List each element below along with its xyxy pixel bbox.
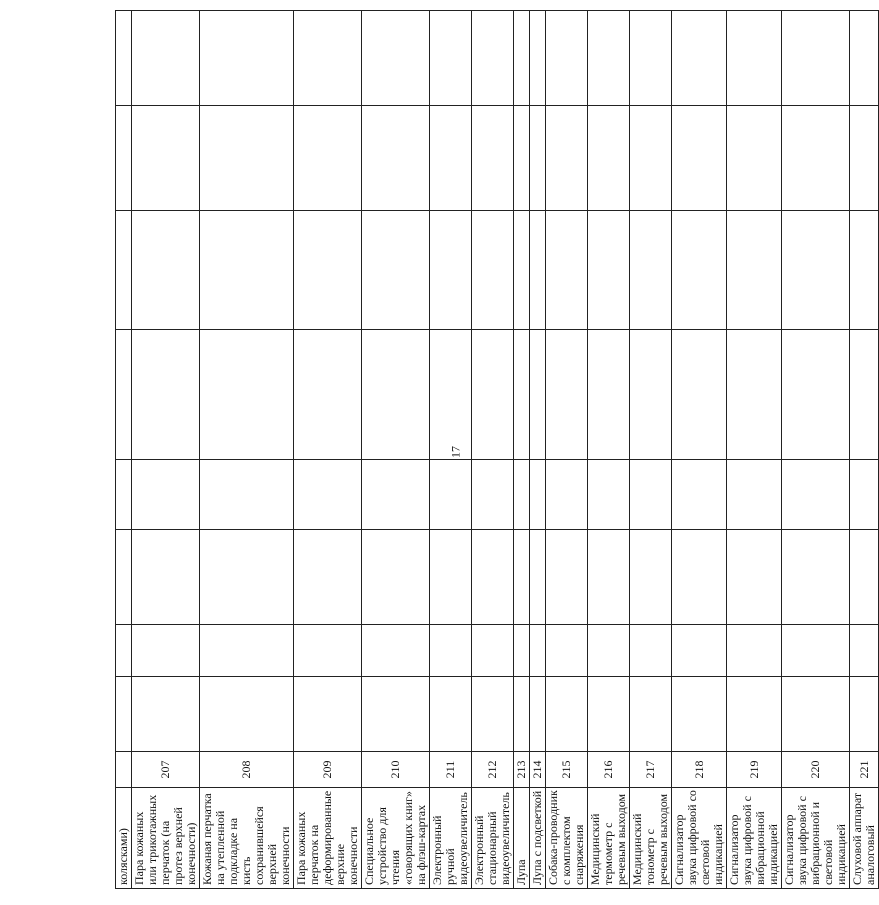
empty-cell (200, 530, 294, 625)
empty-cell (588, 460, 630, 530)
empty-cell (727, 330, 782, 460)
empty-cell (430, 11, 472, 106)
empty-cell (294, 460, 362, 530)
empty-cell (588, 11, 630, 106)
empty-cell (782, 677, 850, 752)
empty-cell (514, 460, 530, 530)
empty-cell (514, 106, 530, 211)
empty-cell (530, 677, 546, 752)
empty-cell (850, 677, 879, 752)
item-name-cell: Специальное устройство для чтения «говорящих книг» на флэш-картах (362, 788, 430, 889)
item-code-cell: 207 (132, 752, 200, 788)
empty-cell (514, 625, 530, 677)
empty-cell (727, 530, 782, 625)
empty-cell (727, 460, 782, 530)
table-row (850, 11, 879, 889)
item-code-cell: 214 (530, 752, 546, 788)
empty-cell (472, 677, 514, 752)
table-row (362, 11, 430, 889)
empty-cell (727, 677, 782, 752)
empty-cell (116, 211, 132, 330)
empty-cell (850, 625, 879, 677)
item-code-cell (116, 752, 132, 788)
empty-cell (782, 330, 850, 460)
item-code-cell: 209 (294, 752, 362, 788)
empty-cell (132, 530, 200, 625)
item-code-cell: 221 (850, 752, 879, 788)
empty-cell (850, 211, 879, 330)
item-name-cell: Собака-проводник с комплектом снаряжения (546, 788, 588, 889)
empty-cell (362, 211, 430, 330)
empty-cell (294, 11, 362, 106)
page-number: 17 (448, 446, 463, 458)
empty-cell (630, 530, 672, 625)
empty-cell (362, 11, 430, 106)
empty-cell (362, 330, 430, 460)
item-name-cell: Лупа (514, 788, 530, 889)
table-row (630, 11, 672, 889)
empty-cell (200, 106, 294, 211)
empty-cell (430, 625, 472, 677)
empty-cell (782, 11, 850, 106)
empty-cell (546, 106, 588, 211)
empty-cell (132, 677, 200, 752)
empty-cell (588, 530, 630, 625)
item-code-cell: 218 (672, 752, 727, 788)
empty-cell (588, 625, 630, 677)
empty-cell (530, 530, 546, 625)
empty-cell (850, 460, 879, 530)
item-name-cell: Электронный стационарный видеоувеличитель (472, 788, 514, 889)
empty-cell (672, 330, 727, 460)
table-row (430, 11, 472, 889)
empty-cell (132, 211, 200, 330)
empty-cell (430, 330, 472, 460)
empty-cell (782, 211, 850, 330)
item-code-cell: 208 (200, 752, 294, 788)
empty-cell (672, 211, 727, 330)
empty-cell (132, 330, 200, 460)
empty-cell (727, 625, 782, 677)
table-row (588, 11, 630, 889)
empty-cell (362, 677, 430, 752)
empty-cell (362, 530, 430, 625)
empty-cell (546, 211, 588, 330)
table-row (546, 11, 588, 889)
item-code-cell: 210 (362, 752, 430, 788)
empty-cell (472, 106, 514, 211)
empty-cell (782, 530, 850, 625)
empty-cell (294, 677, 362, 752)
empty-cell (530, 330, 546, 460)
empty-cell (472, 211, 514, 330)
table-row (116, 11, 132, 889)
empty-cell (116, 460, 132, 530)
empty-cell (514, 530, 530, 625)
empty-cell (782, 625, 850, 677)
empty-cell (672, 530, 727, 625)
empty-cell (472, 11, 514, 106)
empty-cell (200, 625, 294, 677)
table-container (115, 11, 877, 889)
empty-cell (294, 106, 362, 211)
empty-cell (200, 330, 294, 460)
empty-cell (472, 625, 514, 677)
item-code-cell: 211 (430, 752, 472, 788)
item-code-cell: 212 (472, 752, 514, 788)
empty-cell (782, 460, 850, 530)
table-row (672, 11, 727, 889)
empty-cell (116, 106, 132, 211)
empty-cell (514, 211, 530, 330)
empty-cell (294, 330, 362, 460)
table-body (116, 11, 879, 889)
empty-cell (530, 211, 546, 330)
empty-cell (294, 211, 362, 330)
empty-cell (132, 625, 200, 677)
item-name-cell: Лупа с подсветкой (530, 788, 546, 889)
table-row (727, 11, 782, 889)
empty-cell (546, 460, 588, 530)
empty-cell (672, 11, 727, 106)
empty-cell (630, 211, 672, 330)
table-row (132, 11, 200, 889)
empty-cell (514, 330, 530, 460)
table-row (782, 11, 850, 889)
item-name-cell: Электронный ручной видеоувеличитель (430, 788, 472, 889)
item-code-cell: 217 (630, 752, 672, 788)
empty-cell (546, 625, 588, 677)
item-name-cell: Медицинский тонометр с речевым выходом (630, 788, 672, 889)
empty-cell (514, 677, 530, 752)
empty-cell (362, 625, 430, 677)
empty-cell (672, 677, 727, 752)
empty-cell (294, 625, 362, 677)
empty-cell (362, 460, 430, 530)
empty-cell (200, 11, 294, 106)
empty-cell (672, 106, 727, 211)
empty-cell (530, 106, 546, 211)
empty-cell (850, 11, 879, 106)
item-code-cell: 213 (514, 752, 530, 788)
empty-cell (546, 677, 588, 752)
item-name-cell: Сигнализатор звука цифровой с вибрационной и световой индикацией (782, 788, 850, 889)
table-row (294, 11, 362, 889)
empty-cell (430, 106, 472, 211)
item-code-cell: 220 (782, 752, 850, 788)
empty-cell (132, 460, 200, 530)
empty-cell (530, 460, 546, 530)
empty-cell (514, 11, 530, 106)
empty-cell (727, 11, 782, 106)
empty-cell (727, 211, 782, 330)
empty-cell (200, 211, 294, 330)
empty-cell (630, 106, 672, 211)
table-row (530, 11, 546, 889)
empty-cell (630, 330, 672, 460)
empty-cell (530, 11, 546, 106)
item-code-cell: 219 (727, 752, 782, 788)
empty-cell (200, 460, 294, 530)
equipment-table (115, 10, 879, 889)
item-name-cell: Сигнализатор звука цифровой со световой индикацией (672, 788, 727, 889)
empty-cell (430, 460, 472, 530)
empty-cell (588, 106, 630, 211)
empty-cell (294, 530, 362, 625)
empty-cell (588, 211, 630, 330)
empty-cell (672, 460, 727, 530)
item-code-cell: 215 (546, 752, 588, 788)
empty-cell (430, 211, 472, 330)
item-name-cell: Кожаная перчатка на утепленной подкладке на кисть сохранившейся верхней конечности (200, 788, 294, 889)
empty-cell (850, 330, 879, 460)
empty-cell (472, 460, 514, 530)
empty-cell (630, 677, 672, 752)
empty-cell (546, 330, 588, 460)
empty-cell (472, 330, 514, 460)
item-code-cell: 216 (588, 752, 630, 788)
empty-cell (630, 625, 672, 677)
table-row (514, 11, 530, 889)
empty-cell (430, 677, 472, 752)
empty-cell (672, 625, 727, 677)
empty-cell (588, 677, 630, 752)
item-name-cell: Медицинский термометр с речевым выходом (588, 788, 630, 889)
empty-cell (362, 106, 430, 211)
item-name-cell: Сигнализатор звука цифровой с вибрационной индикацией (727, 788, 782, 889)
empty-cell (530, 625, 546, 677)
empty-cell (132, 106, 200, 211)
empty-cell (472, 530, 514, 625)
empty-cell (132, 11, 200, 106)
empty-cell (588, 330, 630, 460)
empty-cell (116, 625, 132, 677)
empty-cell (116, 677, 132, 752)
empty-cell (630, 460, 672, 530)
empty-cell (116, 11, 132, 106)
empty-cell (850, 530, 879, 625)
empty-cell (850, 106, 879, 211)
empty-cell (546, 530, 588, 625)
empty-cell (782, 106, 850, 211)
empty-cell (630, 11, 672, 106)
empty-cell (546, 11, 588, 106)
item-name-cell: Слуховой аппарат аналоговый (850, 788, 879, 889)
table-row (472, 11, 514, 889)
table-row (200, 11, 294, 889)
item-name-cell: колясками) (116, 788, 132, 889)
empty-cell (116, 330, 132, 460)
item-name-cell: Пара кожаных или трикотажных перчаток (на протез верхней конечности) (132, 788, 200, 889)
item-name-cell: Пара кожаных перчаток на деформированные верхние конечности (294, 788, 362, 889)
empty-cell (200, 677, 294, 752)
empty-cell (116, 530, 132, 625)
empty-cell (727, 106, 782, 211)
empty-cell (430, 530, 472, 625)
